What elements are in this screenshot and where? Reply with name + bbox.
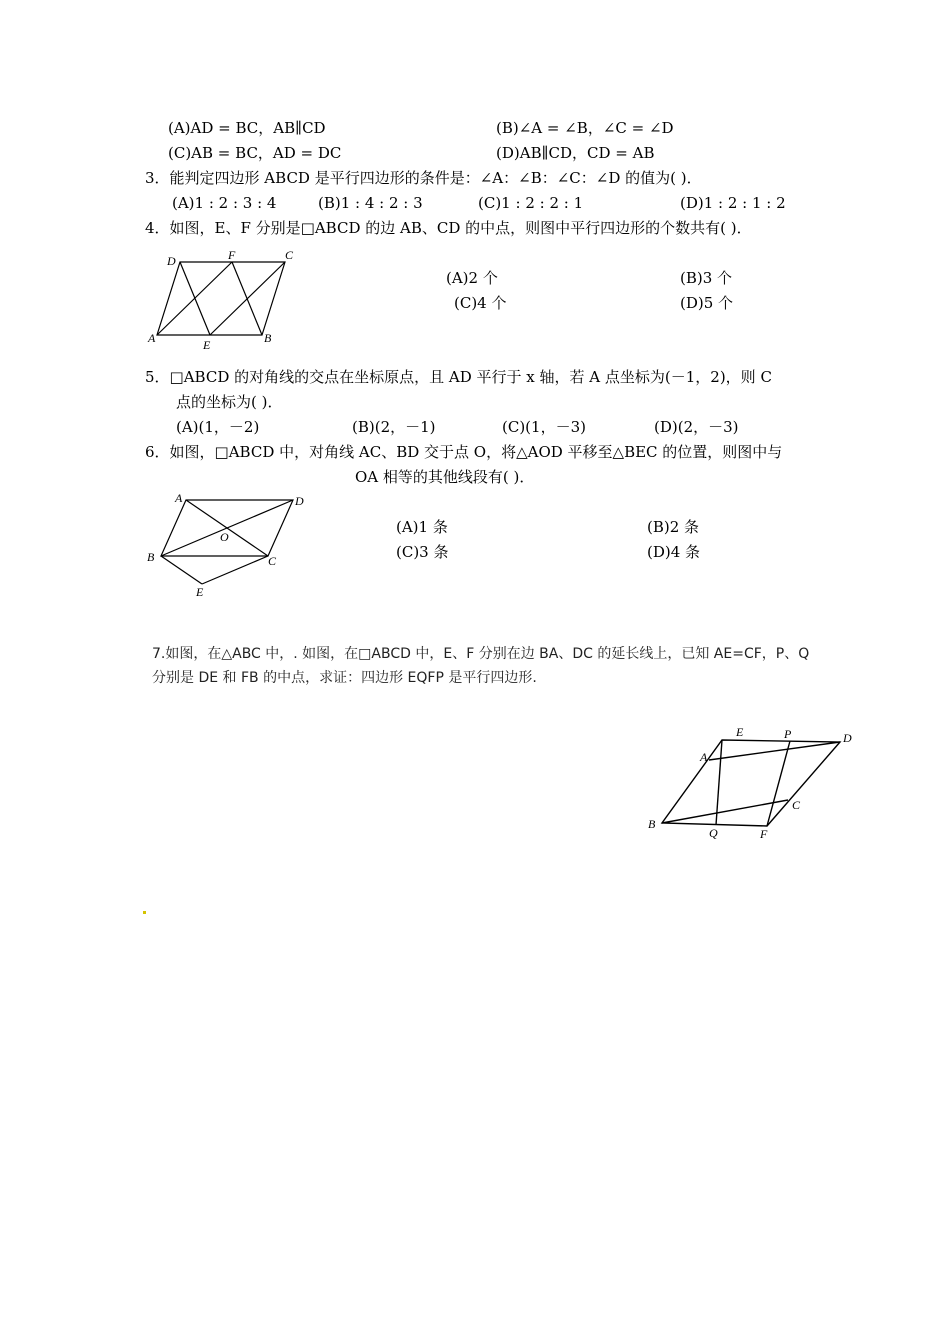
q3-option-b: (B)1 : 4 : 2 : 3 <box>318 194 423 212</box>
q5-option-a: (A)(1，－2) <box>176 418 260 436</box>
q7-label-p: P <box>784 727 792 741</box>
q2-option-d: (D)AB∥CD，CD = AB <box>496 144 655 162</box>
q2-option-a: (A)AD = BC，AB∥CD <box>168 119 326 137</box>
q7-label-a: A <box>700 750 708 764</box>
q5-stem-line1: 5．□ABCD 的对角线的交点在坐标原点，且 AD 平行于 x 轴，若 A 点坐标为(－1，2)，则 C <box>145 368 772 386</box>
q5-option-d: (D)(2，－3) <box>654 418 739 436</box>
q3-stem: 3．能判定四边形 ABCD 是平行四边形的条件是：∠A：∠B：∠C：∠D 的值为( )． <box>145 169 702 187</box>
q7-label-c: C <box>792 798 801 812</box>
q4-figure <box>145 245 305 353</box>
q4-stem: 4．如图，E、F 分别是□ABCD 的边 AB、CD 的中点，则图中平行四边形的个数共有( )． <box>145 219 752 237</box>
q5-stem-line2: 点的坐标为( )． <box>176 393 283 411</box>
q6-label-a: A <box>175 491 183 505</box>
q6-option-a: (A)1 条 <box>396 518 448 536</box>
q6-option-d: (D)4 条 <box>647 543 701 561</box>
q6-stem-line1: 6．如图，□ABCD 中，对角线 AC、BD 交于点 O，将△AOD 平移至△BEC 的位置，则图中与 <box>145 443 783 461</box>
q7-label-e: E <box>736 725 744 739</box>
q4-option-b: (B)3 个 <box>680 269 733 287</box>
q4-option-a: (A)2 个 <box>446 269 498 287</box>
q7-line2: 分别是 DE 和 FB 的中点，求证：四边形 EQFP 是平行四边形. <box>152 670 537 686</box>
q2-option-b: (B)∠A = ∠B，∠C = ∠D <box>496 119 674 137</box>
q4-option-d: (D)5 个 <box>680 294 734 312</box>
q4-label-b: B <box>264 331 272 345</box>
q4-label-e: E <box>203 338 211 352</box>
q6-figure <box>140 488 315 600</box>
q3-option-d: (D)1 : 2 : 1 : 2 <box>680 194 786 212</box>
q6-stem-line2: OA 相等的其他线段有( )． <box>355 468 535 486</box>
q7-figure <box>640 720 865 845</box>
q7-label-q: Q <box>709 826 718 840</box>
q7-label-b: B <box>648 817 656 831</box>
q4-label-f: F <box>228 248 236 262</box>
q5-option-c: (C)(1，－3) <box>502 418 586 436</box>
q4-option-c: (C)4 个 <box>454 294 507 312</box>
q3-option-a: (A)1 : 2 : 3 : 4 <box>172 194 277 212</box>
q4-label-a: A <box>148 331 156 345</box>
q7-label-d: D <box>843 731 852 745</box>
q6-option-c: (C)3 条 <box>396 543 449 561</box>
q6-label-d: D <box>295 494 304 508</box>
q6-option-b: (B)2 条 <box>647 518 700 536</box>
stray-mark <box>143 911 146 914</box>
q7-label-f: F <box>760 827 768 841</box>
q3-option-c: (C)1 : 2 : 2 : 1 <box>478 194 584 212</box>
q6-label-o: O <box>220 530 229 544</box>
q2-option-c: (C)AB = BC，AD = DC <box>168 144 342 162</box>
q6-label-e: E <box>196 585 204 599</box>
q6-label-c: C <box>268 554 277 568</box>
q4-label-d: D <box>167 254 176 268</box>
q7-line1: 7.如图，在△ABC 中，. 如图，在□ABCD 中，E、F 分别在边 BA、DC 的延长线上，已知 AE=CF，P、Q <box>152 646 810 662</box>
q5-option-b: (B)(2，－1) <box>352 418 436 436</box>
q6-label-b: B <box>147 550 155 564</box>
q4-label-c: C <box>285 248 294 262</box>
